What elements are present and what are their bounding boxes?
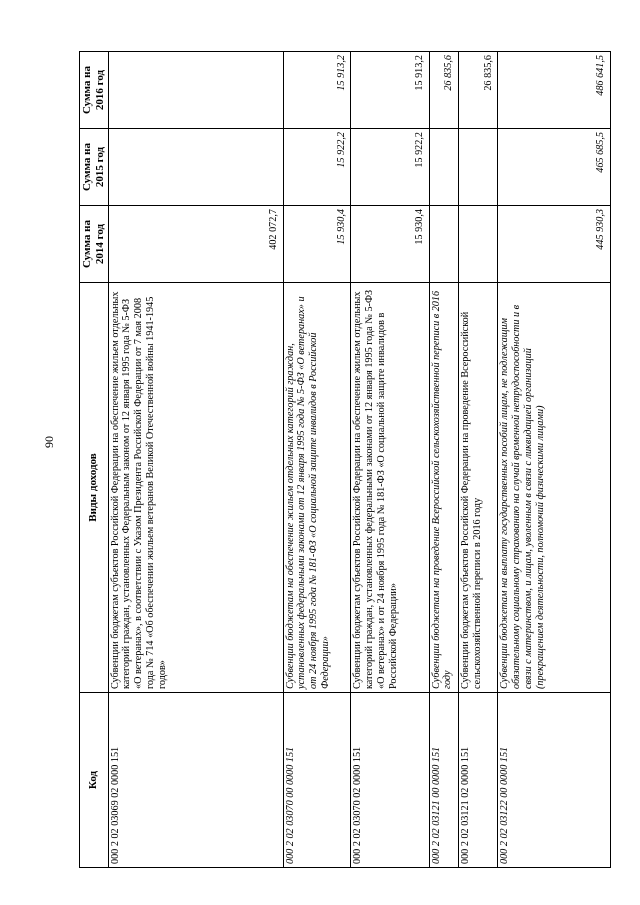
row-description: Субвенции бюджетам субъектов Российской Федерации на проведение Всероссийской сельскохозяйственной переписи в 2016 году: [458, 283, 498, 693]
row-code: 000 2 02 03121 00 0000 151: [429, 693, 458, 868]
row-code: 000 2 02 03070 00 0000 151: [283, 693, 351, 868]
row-description: Субвенции бюджетам на обеспечение жильем отдельных категорий граждан, установленных федеральными законами от 12 января 1995 года № 5-ФЗ «О ветеранах» и от 24 ноября 1995 года № 181-ФЗ «О социальной защите инвалидов в Российской Федерации»: [283, 283, 351, 693]
table-row: [458, 52, 498, 868]
table-row: [429, 52, 458, 868]
row-sum-2015: 15 922,2: [351, 129, 429, 206]
row-sum-2016: [108, 52, 283, 129]
revenue-table: [79, 51, 611, 868]
row-code: 000 2 02 03070 02 0000 151: [351, 693, 429, 868]
row-sum-2016: 26 835,6: [429, 52, 458, 129]
table-row: [283, 52, 351, 868]
row-description: Субвенции бюджетам на выплату государственных пособий лицам, не подлежащим обязательному социальному страхованию на случай временной нетрудоспособности и в связи с материнством, и лицам, уволенным в связи с ликвидацией организаций (прекращением деятельности, полномочий физическими лицами): [498, 283, 611, 693]
row-sum-2014: 15 930,4: [283, 206, 351, 283]
header-code: Код: [80, 693, 109, 868]
row-description: Субвенции бюджетам субъектов Российской Федерации на обеспечение жильем отдельных категорий граждан, установленных федеральными законами от 12 января 1995 года № 5-ФЗ «О ветеранах» и от 24 ноября 1995 года № 181-ФЗ «О социальной защите инвалидов в Российской Федерации»: [351, 283, 429, 693]
page-number: 90: [42, 436, 56, 448]
row-sum-2016: 15 913,2: [283, 52, 351, 129]
row-sum-2014: [458, 206, 498, 283]
row-sum-2015: [108, 129, 283, 206]
table-row: [498, 52, 611, 868]
header-sum-2016: Сумма на 2016 год: [80, 52, 109, 129]
row-sum-2015: [458, 129, 498, 206]
table-row: [108, 52, 283, 868]
row-code: 000 2 02 03122 00 0000 151: [498, 693, 611, 868]
row-sum-2015: 15 922,2: [283, 129, 351, 206]
row-sum-2014: 445 930,3: [498, 206, 611, 283]
row-code: 000 2 02 03069 02 0000 151: [108, 693, 283, 868]
row-sum-2016: 486 641,5: [498, 52, 611, 129]
row-sum-2014: 15 930,4: [351, 206, 429, 283]
table-row: [351, 52, 429, 868]
row-description: Субвенции бюджетам на проведение Всероссийской сельскохозяйственной переписи в 2016 году: [429, 283, 458, 693]
rotated-table-container: [79, 52, 611, 868]
row-code: 000 2 02 03121 02 0000 151: [458, 693, 498, 868]
table-header-row: [80, 52, 109, 868]
row-sum-2015: 465 685,5: [498, 129, 611, 206]
row-sum-2014: 402 072,7: [108, 206, 283, 283]
header-sum-2014: Сумма на 2014 год: [80, 206, 109, 283]
header-revenue-type: Виды доходов: [80, 283, 109, 693]
row-sum-2016: 15 913,2: [351, 52, 429, 129]
header-sum-2015: Сумма на 2015 год: [80, 129, 109, 206]
row-sum-2015: [429, 129, 458, 206]
row-description: Субвенции бюджетам субъектов Российской Федерации на обеспечение жильем отдельных категорий граждан, установленных Федеральным законом от 12 января 1995 года № 5-ФЗ «О ветеранах», в соответствии с Указом Президента Российской Федерации от 7 мая 2008 года № 714 «Об обеспечении жильем ветеранов Великой Отечественной войны 1941-1945 годов»: [108, 283, 283, 693]
row-sum-2016: 26 835,6: [458, 52, 498, 129]
row-sum-2014: [429, 206, 458, 283]
